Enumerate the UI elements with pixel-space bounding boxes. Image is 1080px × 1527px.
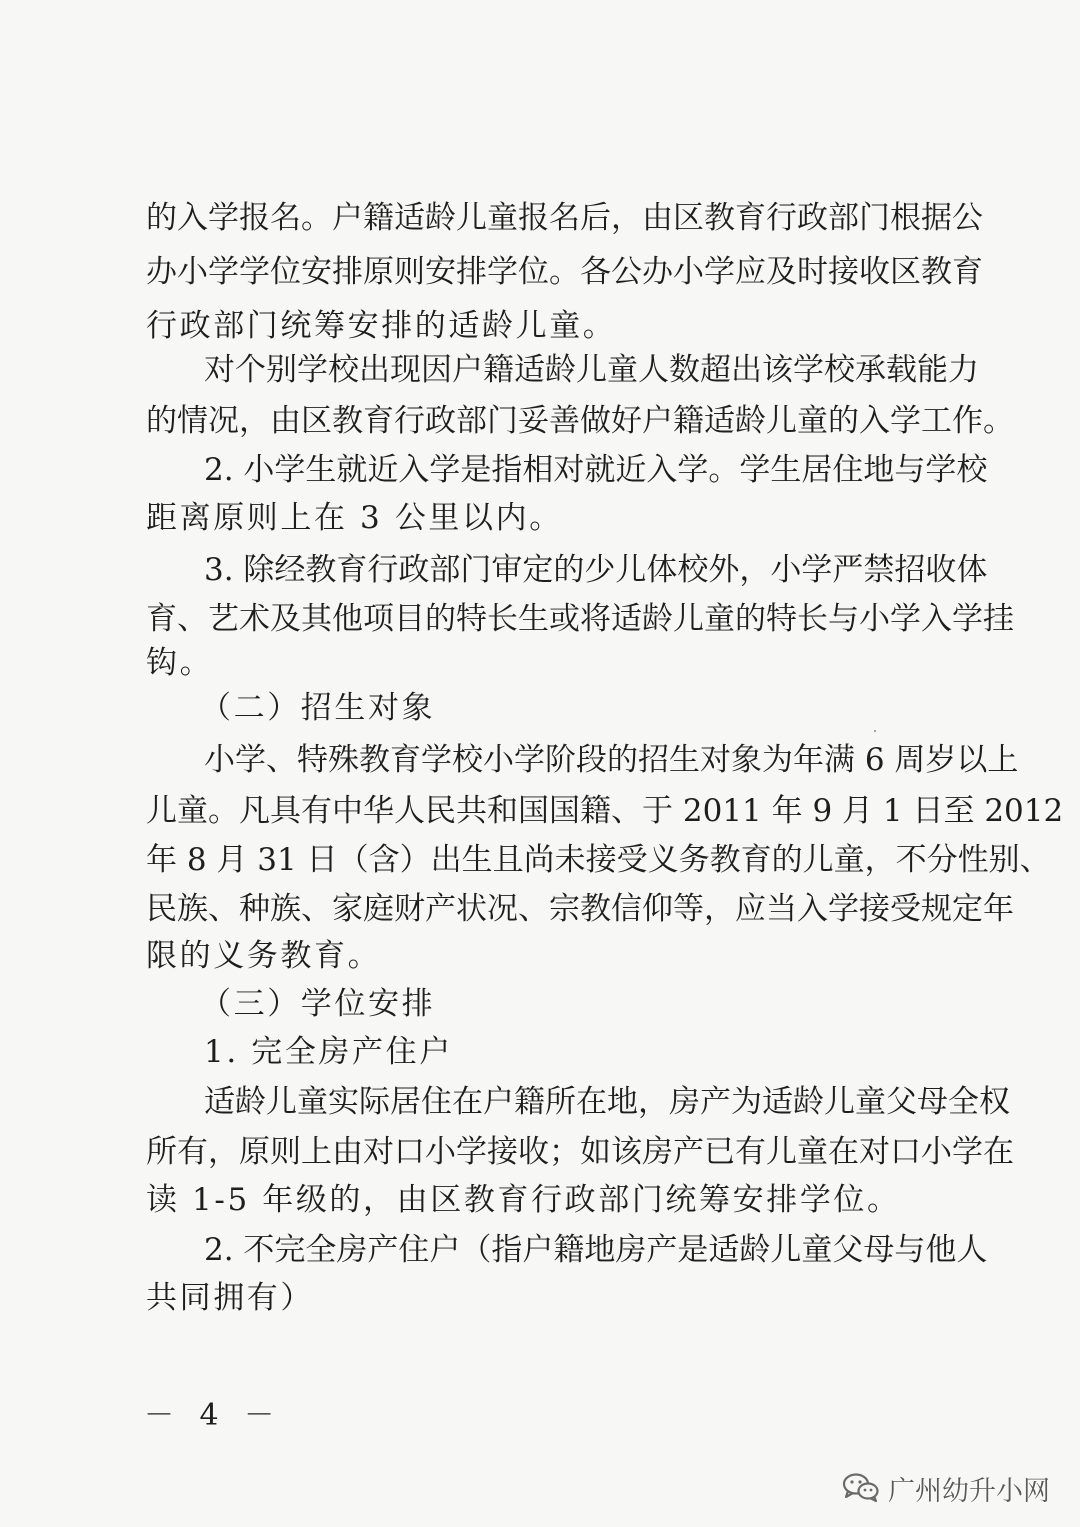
paragraph-line: 小学、特殊教育学校小学阶段的招生对象为年满 6 周岁以上 (204, 742, 1019, 778)
paragraph-line: 育、艺术及其他项目的特长生或将适龄儿童的特长与小学入学挂 (146, 601, 1014, 637)
section-heading: （三）学位安排 (200, 986, 436, 1022)
page-number: － 4 － (144, 1398, 283, 1433)
watermark-text: 广州幼升小网 (888, 1475, 1050, 1507)
paragraph-line: 行政部门统筹安排的适龄儿童。 (146, 308, 617, 344)
paragraph-line: 读 1-5 年级的，由区教育行政部门统筹安排学位。 (146, 1182, 901, 1218)
paragraph-line: 民族、种族、家庭财产状况、宗教信仰等，应当入学接受规定年 (146, 891, 1014, 927)
paragraph-line: 共同拥有） (146, 1280, 314, 1316)
paragraph-line: 年 8 月 31 日（含）出生且尚未接受义务教育的儿童，不分性别、 (146, 842, 1051, 878)
subsection-heading: 1. 完全房产住户 (204, 1034, 453, 1070)
paragraph-line: 对个别学校出现因户籍适龄儿童人数超出该学校承载能力 (204, 352, 979, 388)
paragraph-line: 办小学学位安排原则安排学位。各公办小学应及时接收区教育 (146, 254, 983, 290)
paragraph-line: 3. 除经教育行政部门审定的少儿体校外，小学严禁招收体 (204, 552, 988, 588)
paragraph-line: 儿童。凡具有中华人民共和国国籍、于 2011 年 9 月 1 日至 2012 (146, 793, 1064, 829)
section-heading: （二）招生对象 (200, 690, 436, 726)
paragraph-line: 限的义务教育。 (146, 938, 382, 974)
paragraph-line: 2. 不完全房产住户（指户籍地房产是适龄儿童父母与他人 (204, 1232, 988, 1268)
paragraph-line: 的入学报名。户籍适龄儿童报名后，由区教育行政部门根据公 (146, 200, 983, 236)
watermark (842, 1468, 1050, 1508)
wechat-icon (842, 1472, 880, 1504)
paragraph-line: 距离原则上在 3 公里以内。 (146, 500, 563, 536)
paragraph-line: 适龄儿童实际居住在户籍所在地，房产为适龄儿童父母全权 (204, 1084, 1010, 1120)
paragraph-line: 钩。 (146, 645, 214, 681)
paragraph-line: 所有，原则上由对口小学接收；如该房产已有儿童在对口小学在 (146, 1134, 1014, 1170)
paragraph-line: 的情况，由区教育行政部门妥善做好户籍适龄儿童的入学工作。 (146, 403, 1014, 439)
scan-speck (874, 730, 876, 732)
paragraph-line: 2. 小学生就近入学是指相对就近入学。学生居住地与学校 (204, 452, 988, 488)
